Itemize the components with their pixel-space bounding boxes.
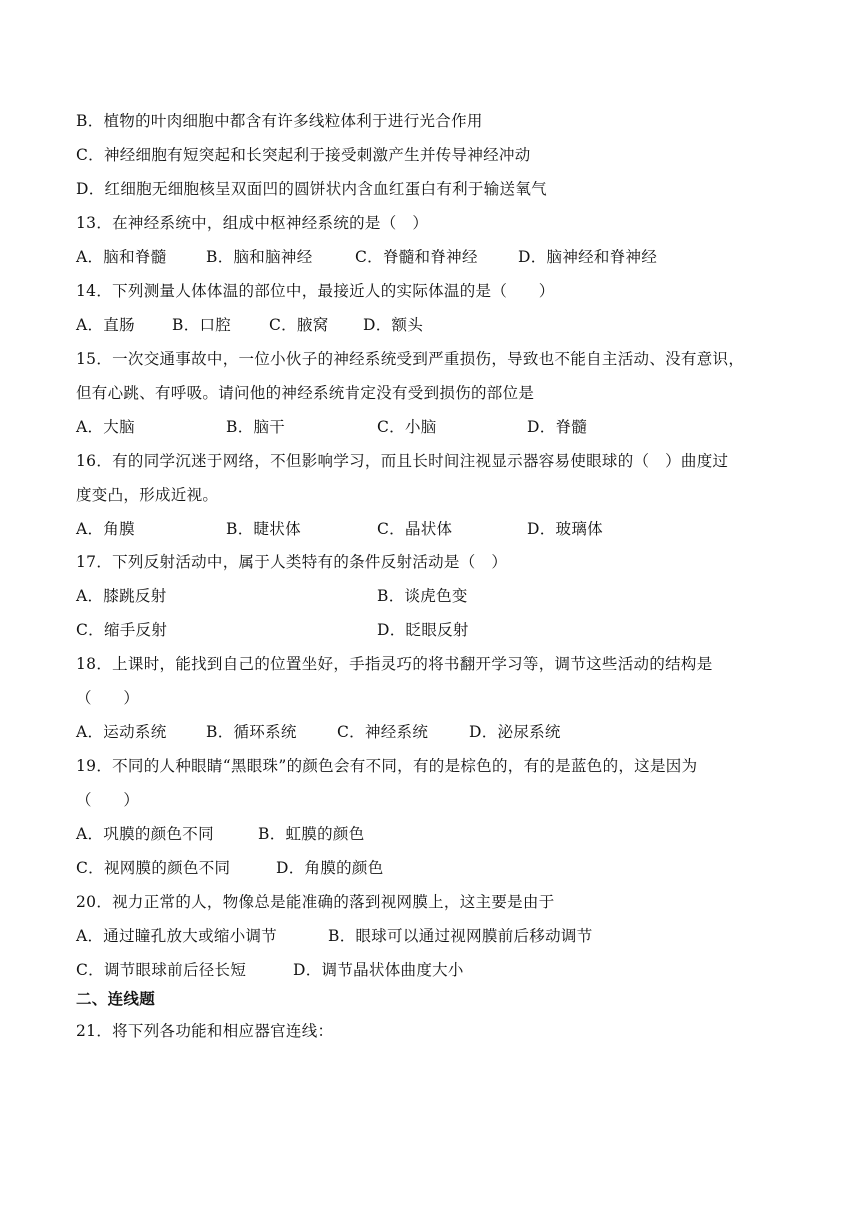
q16-option-b: B．睫状体 xyxy=(226,520,301,538)
q13-option-b: B．脑和脑神经 xyxy=(206,248,313,266)
q13-stem: 13．在神经系统中，组成中枢神经系统的是（ ） xyxy=(76,214,429,232)
q20-option-a: A．通过瞳孔放大或缩小调节 xyxy=(76,927,278,945)
q20-stem: 20．视力正常的人，物像总是能准确的落到视网膜上，这主要是由于 xyxy=(76,893,555,911)
q19-option-b: B．虹膜的颜色 xyxy=(258,825,365,843)
q17-stem: 17．下列反射活动中，属于人类特有的条件反射活动是（ ） xyxy=(76,553,508,571)
q16-stem-line2: 度变凸，形成近视。 xyxy=(76,486,219,504)
q14-option-b: B．口腔 xyxy=(172,316,232,334)
q16-option-a: A．角膜 xyxy=(76,520,135,538)
q12-option-b: B．植物的叶肉细胞中都含有许多线粒体利于进行光合作用 xyxy=(76,112,483,130)
q16-stem-line1: 16．有的同学沉迷于网络，不但影响学习，而且长时间注视显示器容易使眼球的（ ）曲度过 xyxy=(76,452,729,470)
q17-option-c: C．缩手反射 xyxy=(76,621,168,639)
q13-option-a: A．脑和脊髓 xyxy=(76,248,167,266)
q16-option-c: C．晶状体 xyxy=(377,520,453,538)
q14-option-c: C．腋窝 xyxy=(269,316,329,334)
q19-option-a: A．巩膜的颜色不同 xyxy=(76,825,214,843)
q17-option-d: D．眨眼反射 xyxy=(377,621,469,639)
q19-option-d: D．角膜的颜色 xyxy=(276,859,384,877)
q20-option-c: C．调节眼球前后径长短 xyxy=(76,961,247,979)
q18-option-c: C．神经系统 xyxy=(337,723,429,741)
q14-option-a: A．直肠 xyxy=(76,316,135,334)
q15-stem-line2: 但有心跳、有呼吸。请问他的神经系统肯定没有受到损伤的部位是 xyxy=(76,384,535,402)
q17-option-b: B．谈虎色变 xyxy=(377,587,468,605)
q18-option-b: B．循环系统 xyxy=(206,723,297,741)
q20-option-b: B．眼球可以通过视网膜前后移动调节 xyxy=(328,927,593,945)
q16-option-d: D．玻璃体 xyxy=(527,520,603,538)
q12-option-d: D．红细胞无细胞核呈双面凹的圆饼状内含血红蛋白有利于输送氧气 xyxy=(76,180,547,198)
q15-option-b: B．脑干 xyxy=(226,418,286,436)
q18-stem-line2: （ ） xyxy=(76,689,140,707)
q14-option-d: D．额头 xyxy=(363,316,424,334)
q15-option-d: D．脊髓 xyxy=(527,418,588,436)
q18-option-a: A．运动系统 xyxy=(76,723,167,741)
q12-option-c: C．神经细胞有短突起和长突起利于接受刺激产生并传导神经冲动 xyxy=(76,146,531,164)
q19-stem-line2: （ ） xyxy=(76,791,140,809)
q21-stem: 21．将下列各功能和相应器官连线： xyxy=(76,1022,334,1040)
q13-option-c: C．脊髓和脊神经 xyxy=(355,248,478,266)
q19-option-c: C．视网膜的颜色不同 xyxy=(76,859,231,877)
q15-option-c: C．小脑 xyxy=(377,418,437,436)
q14-stem: 14．下列测量人体体温的部位中，最接近人的实际体温的是（ ） xyxy=(76,282,555,300)
q18-option-d: D．泌尿系统 xyxy=(469,723,561,741)
q20-option-d: D．调节晶状体曲度大小 xyxy=(293,961,464,979)
q13-option-d: D．脑神经和脊神经 xyxy=(518,248,658,266)
q19-stem-line1: 19．不同的人种眼睛“黑眼珠”的颜色会有不同，有的是棕色的，有的是蓝色的，这是因为 xyxy=(76,757,698,775)
q15-option-a: A．大脑 xyxy=(76,418,135,436)
section-heading: 二、连线题 xyxy=(76,990,156,1008)
q17-option-a: A．膝跳反射 xyxy=(76,587,167,605)
q15-stem-line1: 15．一次交通事故中，一位小伙子的神经系统受到严重损伤，导致也不能自主活动、没有意识， xyxy=(76,350,745,368)
q18-stem-line1: 18．上课时，能找到自己的位置坐好，手指灵巧的将书翻开学习等，调节这些活动的结构是 xyxy=(76,655,713,673)
